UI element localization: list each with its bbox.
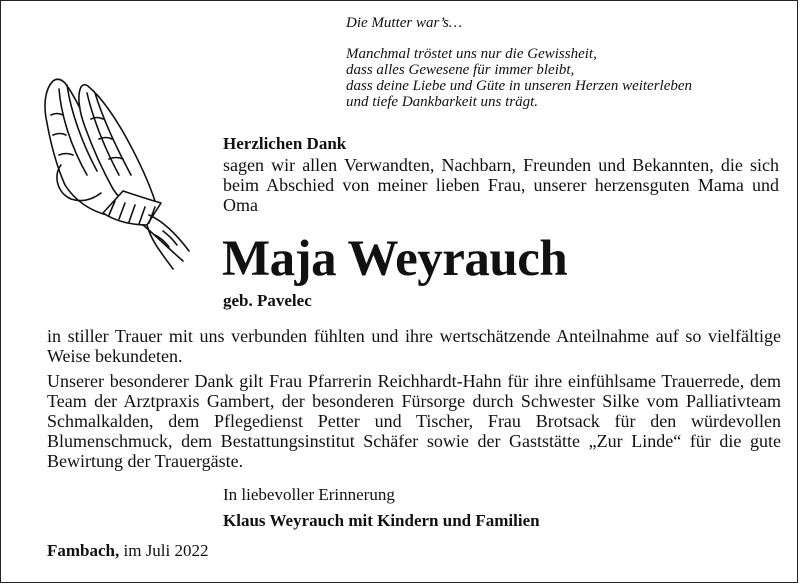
closing-phrase: In liebevoller Erinnerung bbox=[223, 485, 395, 504]
thanks-heading: Herzlichen Dank bbox=[223, 134, 347, 153]
place-date bbox=[47, 541, 209, 561]
motto-title: Die Mutter war’s… bbox=[346, 15, 463, 31]
deceased-name: Maja Weyrauch bbox=[222, 231, 568, 287]
motto-line: dass alles Gewesene für immer bleibt, bbox=[346, 62, 575, 78]
birth-name: geb. Pavelec bbox=[223, 291, 312, 310]
motto-line: und tiefe Dankbarkeit uns trägt. bbox=[346, 94, 539, 110]
praying-hands-icon bbox=[31, 75, 191, 271]
body-paragraph: Unserer besonderer Dank gilt Frau Pfarrerin Reichhardt-Hahn für ihre einfühlsame Trauerrede, dem Team der Arztpraxis Gambert, der besonderen Fürsorge durch Schwester Silke vom Palliativteam Schmalkalden, dem Pflegedienst Petter und Tischer, Frau Brotsack für den würdevollen Blumenschmuck, dem Bestattungsinstitut Schäfer sowie der Gaststätte „Zur Linde“ für die gute Bewirtung der Trauergäste. bbox=[47, 371, 781, 471]
date: im Juli 2022 bbox=[123, 541, 209, 560]
motto-line: Manchmal tröstet uns nur die Gewissheit, bbox=[346, 46, 597, 62]
motto-poem bbox=[346, 15, 692, 110]
signers: Klaus Weyrauch mit Kindern und Familien bbox=[223, 511, 540, 530]
thanks-text: sagen wir allen Verwandten, Nachbarn, Freunden und Bekannten, die sich beim Abschied von meiner lieben Frau, unserer herzensguten Mama und Oma bbox=[223, 155, 779, 215]
place: Fambach, bbox=[47, 541, 120, 560]
motto-line: dass deine Liebe und Güte in unseren Herzen weiterleben bbox=[346, 78, 693, 94]
body-text bbox=[47, 326, 781, 476]
closing-block bbox=[223, 482, 540, 534]
body-paragraph: in stiller Trauer mit uns verbunden fühlten und ihre wertschätzende Anteilnahme auf so vielfältige Weise bekundeten. bbox=[47, 326, 781, 366]
